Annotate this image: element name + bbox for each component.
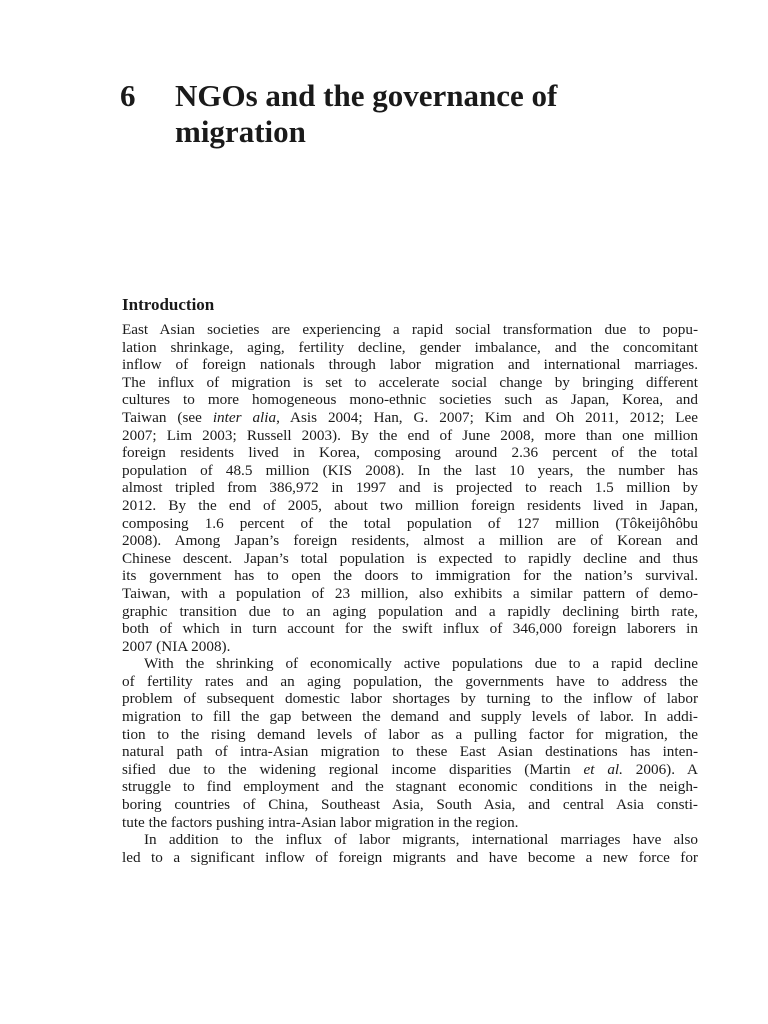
italic-phrase: inter alia (212, 408, 277, 426)
text-line: Chinese descent. Japan’s total population is expected to rapidly decline and thus (122, 549, 698, 567)
text-line: problem of subsequent domestic labor shortages by turning to the inflow of labor (122, 690, 698, 708)
body-text (122, 321, 698, 866)
text-line: tion to the rising demand levels of labor as a pulling factor for migration, the (122, 725, 698, 743)
text-line: sified due to the widening regional income disparities (Martin et al. 2006). A (122, 760, 699, 778)
italic-phrase: et al. (583, 760, 623, 778)
text-line: foreign residents lived in Korea, composing around 2.36 percent of the total (122, 444, 698, 462)
text-line: its government has to open the doors to immigration for the nation’s survival. (122, 567, 698, 585)
text-line: inflow of foreign nationals through labor migration and international marriages. (122, 356, 698, 374)
text-line: cultures to more homogeneous mono-ethnic societies such as Japan, Korea, and (122, 391, 698, 409)
text-line: 2007; Lim 2003; Russell 2003). By the end of June 2008, more than one million (122, 426, 698, 444)
text-line: 2007 (NIA 2008). (122, 637, 231, 655)
text-line: struggle to find employment and the stagnant economic conditions in the neigh- (122, 778, 698, 796)
section-heading: Introduction (122, 295, 215, 314)
text-line: East Asian societies are experiencing a rapid social transformation due to popu- (122, 321, 698, 338)
text-line: lation shrinkage, aging, fertility decline, gender imbalance, and the concomitant (122, 338, 698, 356)
text-line: population of 48.5 million (KIS 2008). In the last 10 years, the number has (122, 461, 698, 479)
text-line: Taiwan (see inter alia, Asis 2004; Han, G. 2007; Kim and Oh 2011, 2012; Lee (122, 408, 698, 426)
text-line: 2008). Among Japan’s foreign residents, almost a million are of Korean and (122, 532, 698, 550)
chapter-title-text (175, 78, 675, 150)
chapter-number: 6 (120, 78, 136, 113)
text-line: both of which in turn account for the swift influx of 346,000 foreign laborers in (122, 620, 698, 638)
text-line: In addition to the influx of labor migrants, international marriages have also (144, 831, 698, 849)
text-line: Taiwan, with a population of 23 million, also exhibits a similar pattern of demo- (122, 584, 698, 602)
text-line: led to a significant inflow of foreign migrants and have become a new force for (122, 848, 698, 866)
text-line: migration to fill the gap between the demand and supply levels of labor. In addi- (122, 708, 698, 726)
text-line: of fertility rates and an aging population, the governments have to address the (122, 672, 698, 690)
text-line: almost tripled from 386,972 in 1997 and is projected to reach 1.5 million by (122, 479, 698, 497)
chapter-title-line: NGOs and the governance of (175, 78, 558, 113)
text-line: boring countries of China, Southeast Asia, South Asia, and central Asia consti- (122, 796, 698, 814)
text-line: graphic transition due to an aging population and a rapidly declining birth rate, (122, 602, 698, 620)
text-line: 2012. By the end of 2005, about two million foreign residents lived in Japan, (122, 496, 698, 514)
text-line: natural path of intra-Asian migration to these East Asian destinations has inten- (122, 743, 698, 761)
text-line: The influx of migration is set to accelerate social change by bringing different (122, 373, 698, 391)
chapter-title-line: migration (175, 114, 306, 149)
text-line: With the shrinking of economically active populations due to a rapid decline (144, 655, 698, 673)
text-line: tute the factors pushing intra-Asian labor migration in the region. (122, 813, 519, 831)
text-line: composing 1.6 percent of the total population of 127 million (Tôkeijôhôbu (122, 514, 698, 532)
